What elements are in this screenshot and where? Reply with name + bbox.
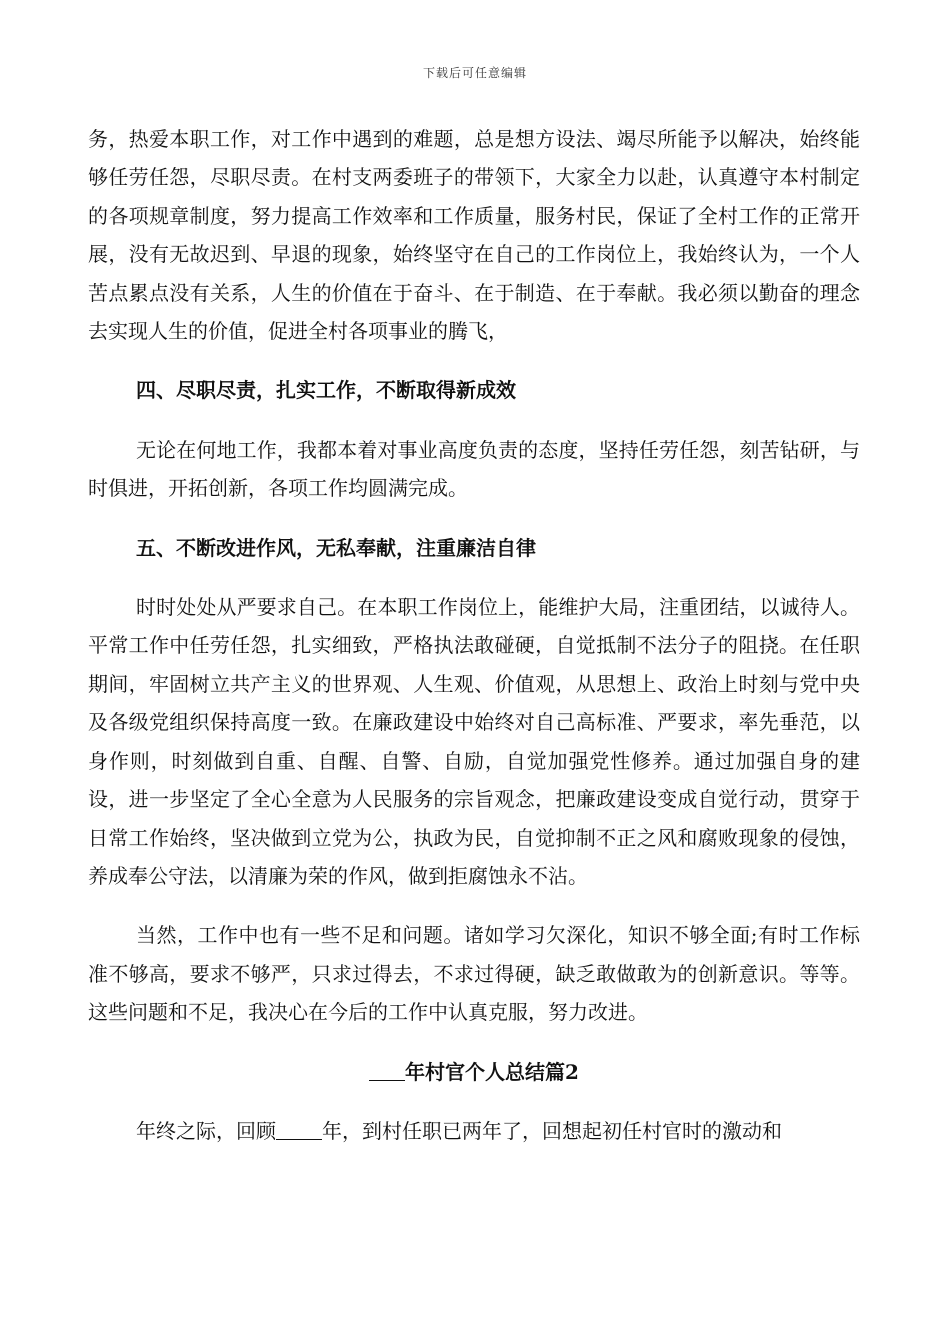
fill-in-blank [276, 1119, 322, 1140]
document-body [88, 120, 860, 1171]
paragraph-2: 无论在何地工作，我都本着对事业高度负责的态度，坚持任劳任怨，刻苦钻研，与时俱进，开拓创新，各项工作均圆满完成。 [88, 437, 860, 501]
paragraph-1: 务，热爱本职工作，对工作中遇到的难题，总是想方设法、竭尽所能予以解决，始终能够任劳任怨，尽职尽责。在村支两委班子的带领下，大家全力以赴，认真遵守本村制定的各项规章制度，努力提高工作效率和工作质量，服务村民，保证了全村工作的正常开展，没有无故迟到、早退的现象，始终坚守在自己的工作岗位上，我始终认为，一个人苦点累点没有关系，人生的价值在于奋斗、在于制造、在于奉献。我必须以勤奋的理念去实现人生的价值，促进全村各项事业的腾飞， [88, 127, 860, 344]
fill-in-blank [369, 1060, 405, 1081]
paragraph-3: 时时处处从严要求自己。在本职工作岗位上，能维护大局，注重团结，以诚待人。平常工作中任劳任怨，扎实细致，严格执法敢碰硬，自觉抵制不法分子的阻挠。在任职期间，牢固树立共产主义的世界观、人生观、价值观，从思想上、政治上时刻与党中央及各级党组织保持高度一致。在廉政建设中始终对自己高标准、严要求，率先垂范，以身作则，时刻做到自重、自醒、自警、自励，自觉加强党性修养。通过加强自身的建设，进一步坚定了全心全意为人民服务的宗旨观念，把廉政建设变成自觉行动，贯穿于日常工作始终，坚决做到立党为公，执政为民，自觉抑制不正之风和腐败现象的侵蚀，养成奉公守法，以清廉为荣的作风，做到拒腐蚀永不沾。 [88, 595, 860, 888]
article-title-2-text: 年村官个人总结篇2 [405, 1059, 579, 1084]
paragraph-5 [88, 1112, 860, 1150]
paragraph-5-after: 年，到村任职已两年了，回想起初任村官时的激动和 [322, 1118, 782, 1143]
paragraph-5-before: 年终之际，回顾 [136, 1118, 276, 1143]
article-title-2 [88, 1053, 860, 1091]
header-note: 下载后可任意编辑 [422, 66, 527, 80]
section-heading-4: 四、尽职尽责，扎实工作，不断取得新成效 [136, 378, 516, 403]
paragraph-4: 当然，工作中也有一些不足和问题。诸如学习欠深化，知识不够全面;有时工作标准不够高，要求不够严，只求过得去，不求过得硬，缺乏敢做敢为的创新意识。等等。这些问题和不足，我决心在今后的工作中认真克服，努力改进。 [88, 923, 860, 1025]
section-heading-5: 五、不断改进作风，无私奉献，注重廉洁自律 [136, 535, 536, 560]
